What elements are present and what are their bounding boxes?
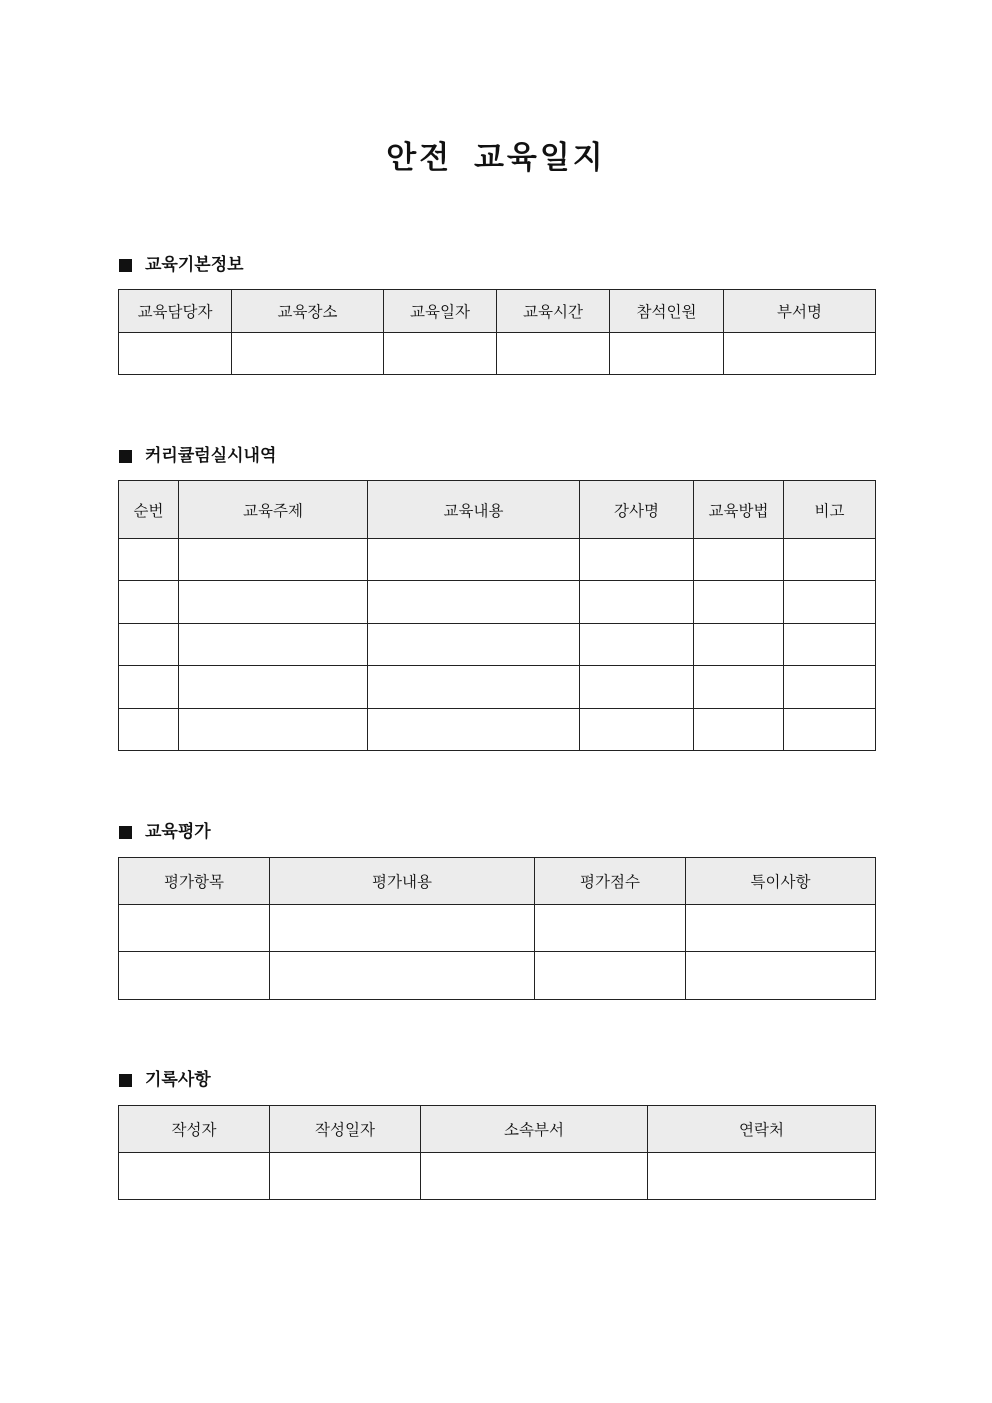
entry-cell[interactable] [270,905,535,952]
entry-cell[interactable] [119,905,270,952]
entry-cell[interactable] [119,539,179,581]
entry-cell[interactable] [580,709,694,751]
black-square-icon [119,826,132,839]
section-heading-label: 기록사항 [145,1070,211,1090]
entry-cell[interactable] [179,666,368,709]
entry-cell[interactable] [694,539,784,581]
entry-cell[interactable] [784,624,876,666]
entry-cell[interactable] [648,1153,876,1200]
section-heading-label: 교육기본정보 [145,255,244,275]
entry-cell[interactable] [119,1153,270,1200]
entry-cell[interactable] [368,539,580,581]
table-row [119,333,876,375]
entry-cell[interactable] [580,624,694,666]
section-heading-record [119,1068,211,1092]
entry-cell[interactable] [179,539,368,581]
entry-cell[interactable] [724,333,876,375]
entry-cell[interactable] [368,666,580,709]
entry-cell[interactable] [497,333,610,375]
entry-cell[interactable] [610,333,724,375]
header-cell: 소속부서 [421,1106,648,1153]
entry-cell[interactable] [784,539,876,581]
entry-cell[interactable] [784,666,876,709]
entry-cell[interactable] [179,709,368,751]
header-cell: 특이사항 [686,858,876,905]
entry-cell[interactable] [119,581,179,624]
entry-cell[interactable] [694,709,784,751]
entry-cell[interactable] [694,666,784,709]
table-header-row [119,290,876,333]
section-heading-basic-info [119,253,244,277]
header-cell: 교육내용 [368,481,580,539]
header-cell: 교육시간 [497,290,610,333]
entry-cell[interactable] [270,952,535,1000]
section-heading-evaluation [119,820,211,844]
header-cell: 강사명 [580,481,694,539]
entry-cell[interactable] [384,333,497,375]
record-table [118,1105,876,1200]
entry-cell[interactable] [784,581,876,624]
table-header-row [119,481,876,539]
entry-cell[interactable] [580,666,694,709]
entry-cell[interactable] [694,624,784,666]
header-cell: 연락처 [648,1106,876,1153]
page-title: 안전 교육일지 [386,140,606,176]
section-heading-label: 교육평가 [145,822,211,842]
curriculum-table [118,480,876,751]
table-row [119,1153,876,1200]
table-row [119,624,876,666]
entry-cell[interactable] [179,581,368,624]
header-cell: 작성자 [119,1106,270,1153]
entry-cell[interactable] [580,539,694,581]
entry-cell[interactable] [119,333,232,375]
entry-cell[interactable] [119,666,179,709]
entry-cell[interactable] [694,581,784,624]
header-cell: 참석인원 [610,290,724,333]
table-row [119,952,876,1000]
header-cell: 비고 [784,481,876,539]
entry-cell[interactable] [368,581,580,624]
header-cell: 평가내용 [270,858,535,905]
header-cell: 순번 [119,481,179,539]
header-cell: 교육방법 [694,481,784,539]
table-row [119,709,876,751]
evaluation-table [118,857,876,1000]
entry-cell[interactable] [368,709,580,751]
entry-cell[interactable] [784,709,876,751]
header-cell: 교육담당자 [119,290,232,333]
entry-cell[interactable] [232,333,384,375]
table-header-row [119,858,876,905]
entry-cell[interactable] [686,905,876,952]
table-header-row [119,1106,876,1153]
basic-info-table [118,289,876,375]
entry-cell[interactable] [368,624,580,666]
header-cell: 작성일자 [270,1106,421,1153]
black-square-icon [119,259,132,272]
table-row [119,539,876,581]
entry-cell[interactable] [179,624,368,666]
header-cell: 교육일자 [384,290,497,333]
entry-cell[interactable] [270,1153,421,1200]
black-square-icon [119,450,132,463]
black-square-icon [119,1074,132,1087]
header-cell: 평가점수 [535,858,686,905]
section-heading-curriculum [119,444,276,468]
section-heading-label: 커리큘럼실시내역 [145,446,277,466]
table-row [119,905,876,952]
entry-cell[interactable] [535,905,686,952]
entry-cell[interactable] [119,952,270,1000]
header-cell: 교육장소 [232,290,384,333]
header-cell: 부서명 [724,290,876,333]
header-cell: 평가항목 [119,858,270,905]
entry-cell[interactable] [686,952,876,1000]
entry-cell[interactable] [421,1153,648,1200]
entry-cell[interactable] [580,581,694,624]
header-cell: 교육주제 [179,481,368,539]
entry-cell[interactable] [119,624,179,666]
entry-cell[interactable] [119,709,179,751]
table-row [119,581,876,624]
entry-cell[interactable] [535,952,686,1000]
table-row [119,666,876,709]
